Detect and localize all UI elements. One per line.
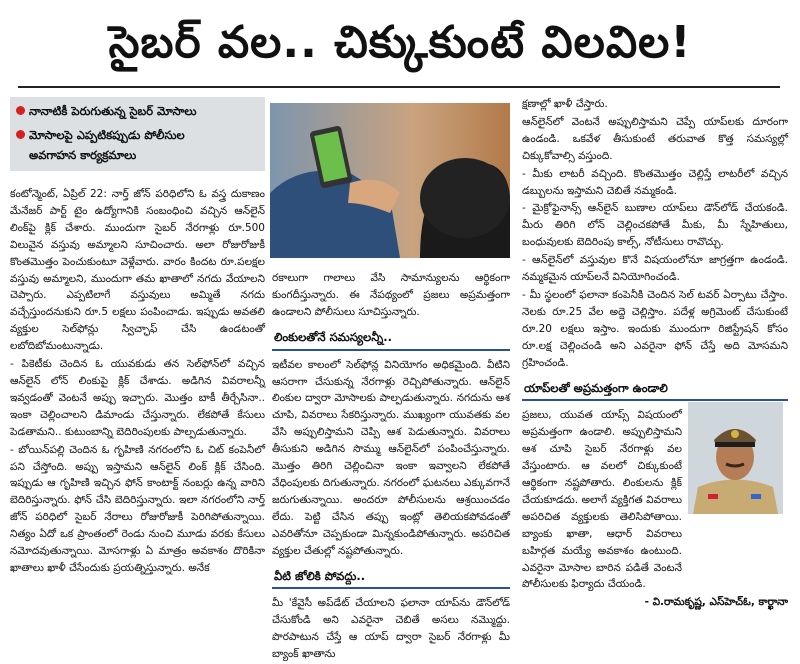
paragraph: మీ 'కేవైసీ అప్‌డేట్ చేయాలని ఫలానా యాప్‌ను డౌన్‌లోడ్ చేసుకోండి అని ఎవరైనా చెబితే అసలు నమ్మొద్దు. పొరపాటున చేస్తే ఆ యాప్ ద్వారా సైబర్ నేరగాళ్లు మీ బ్యాంక్ ఖాతాను xyxy=(272,597,510,661)
subhead-apps: యాప్‌లతో అప్రమత్తంగా ఉండాలి xyxy=(522,378,788,402)
subhead-links: లింకులతోనే సమస్యలన్నీ.. xyxy=(272,327,510,351)
headline: సైబర్ వల.. చిక్కుకుంటే విలవిల! xyxy=(108,17,692,68)
photo-caption-text: రకాలుగా గాలాలు వేసి సామాన్యులను ఆర్థికంగా కుంగదీస్తున్నారు. ఈ నేపథ్యంలో ప్రజలు అప్రమత్తంగా ఉండాలని పోలీసులు సూచిస్తున్నారు. xyxy=(272,272,510,318)
paragraph: - మీ స్థలంలో ఫలానా కంపెనీకి చెందిన సెల్ టవర్ ఏర్పాటు చేస్తాం. నెలకు రూ.25 వేల అద్దె చెల్లిస్తాం. పదేళ్ల అగ్రిమెంట్ చేసుకుంటే రూ.20 లక్షలు ఇస్తాం. ఇందుకు ముందుగా రిజిస్ట్రేషన్ కోసం రూ.లక్ష చెల్లించండి అని ఎవరైనా ఫోన్ చేస్తే అది మోసమని గ్రహించండి. xyxy=(522,288,788,369)
bullet-icon xyxy=(16,106,25,115)
kicker-3: అవగాహన కార్యక్రమాలు xyxy=(29,148,137,162)
paragraph: ఇటీవల కాలంలో సెల్‌ఫోన్ల వినియోగం అధికమైంది. వీటిని ఆసరాగా చేసుకున్న నేరగాళ్లు రెచ్చిపోతున్నారు. ఆన్‌లైన్ లింకుల ద్వారా మోసాలకు పాల్పడుతున్నారు. నగదును ఆశ చూపి, వివరాలు సేకరిస్తున్నారు. ముఖ్యంగా యువతకు వల వేసి అప్పులిస్తామని చెప్పి ఆశ పెడుతున్నారు. వివరాలు తీసుకుని అడిగిన సొమ్ము ఆన్‌లైన్‌లో పంపించేస్తున్నారు. మొత్తం తిరిగి చెల్లించినా ఇంకా ఇవ్వాలని లేకపోతే వేధింపులకు దిగుతున్నారు. నగరంలో ఘటనలు ఎక్కువగానే జరుగుతున్నాయి. అందరూ పోలీసులను ఆశ్రయించడం లేదు. పెట్టి చేసిన తప్పు ఇంట్లో తెలియకపోవడంతో ఎవరితోనూ చెప్పకుండా మిన్నకుండిపోతున్నారు. అపరిచిత వ్యక్తుల చేతుల్లో నష్టపోతున్నారు. xyxy=(272,358,510,557)
paragraph: - మైక్రోఫైనాన్స్ ఆన్‌లైన్ బుణాల యాప్‌లు డౌన్‌లోడ్ చేయకండి. మీరు తిరిగి లోన్ చెల్లించకపోతే మీకు, మీ స్నేహితులు, బంధువులకు బెదిరింపు కాల్స్, నోటీసులు రావొచ్చు. xyxy=(522,202,788,249)
paragraph: - పికెటీకు చెందిన ఓ యువకుడు తన సెల్‌ఫోన్‌లో వచ్చిన ఆన్‌లైన్ లోన్ లింకుపై క్లిక్ చేశాడు. అడిగిన వివరాలన్నీ ఇవ్వడంతో వెంటనే అప్పు ఇచ్చారు. మొత్తం బాకీ తీర్చేసినా.. ఇంకా చెల్లించాలని డిమాండు చేస్తున్నారు. లేకపోతే కేసులు పెడతామని.. కుటుంబాన్ని బెదిరింపులకు పాల్పడుతున్నారు. xyxy=(10,358,265,438)
headline-rule xyxy=(18,86,780,88)
kicker-box xyxy=(10,97,265,171)
paragraph: కంటోన్మెంట్, ఏప్రిల్ 22: నార్త్ జోన్ పరిధిలోని ఓ వస్త్ర దుకాణం మేనేజర్ పార్ట్ టైం ఉద్యోగానికి సంబంధించి వచ్చిన ఆన్‌లైన్ లింక్‌పై క్లిక్ చేశారు. ముందుగా సైబర్ నేరగాళ్లు రూ.500 విలువైన వస్తువు అమ్మాలని సూచించారు. అలా రోజురోజుకీ కొంతమొత్తం పెంచుకుంటూ వెళ్లేవారు. వారం కిందట రూ.పలక్షల వస్తువు అమ్మాలని, ముందుగా తమ ఖాతాలో నగదు వేయాలని చెప్పారు. ఎప్పటిలాగే వస్తువులు అమ్మితే నగదు వచ్చేస్తుందనుకుని రూ.5 లక్షలు పంపించాడు. ఇప్పుడు అవతలి వ్యక్తుల సెల్‌ఫోన్లు స్విచ్ఛాఫ్ చేసి ఉండటంతో లబోదిబోమంటున్నాడు. xyxy=(10,188,265,353)
bullet-icon xyxy=(16,130,25,139)
quote-paragraph: ప్రజలు, యువత యాప్స్ విషయంలో అప్రమత్తంగా ఉండాలి. అప్పులిస్తామని ఆశ చూపి సైబర్ నేరగాళ్లు వల వేస్తుంటారు. ఆ వలలో చిక్కుకుంటే ఆర్థికంగా నష్టపోతారు. లింకులను క్లిక్ చేయకూడదు. అలాగే వ్యక్తిగత వివరాలు అపరిచిత వ్యక్తులకు తెలిసిపోతాయి. బ్యాంకు ఖాతా, ఆధార్ వివరాలు బహిర్గత మయ్యే అవకాశం ఉంటుంది. ఎవరైనా మోసాల బారిన పడితే వెంటనే పోలీసులకు ఫిర్యాదు చేయండి. xyxy=(522,409,682,591)
column-3 xyxy=(522,96,788,612)
kicker-1: నానాటికీ పెరుగుతున్న సైబర్ మోసాలు xyxy=(16,103,197,119)
officer-photo xyxy=(688,402,783,514)
signature-line: - వి.రామకృష్ణ, ఎస్‌హెచ్‌ఓ, కార్ఖానా xyxy=(644,596,788,609)
subhead-avoid: వీటి జోలికి పోవద్దు.. xyxy=(272,566,510,590)
paragraph: - బోయిన్‌పల్లి చెందిన ఓ గృహిణి నగరంలోని ఓ చిట్ కంపెనీలో పని చేస్తోంది. అప్పు ఇస్తామని ఆన్‌లైన్ లింక్ క్లిక్ చేసింది. ఇప్పుడు ఆ గృహిణి ఇచ్చిన ఫోన్ కాంటాక్ట్ నంబర్లు ఉన్న వారిని బెదిరిస్తున్నారు. ఫోన్ చేసి బెదిరిస్తున్నారు. ఇలా నగరంలోని నార్త్ జోన్ పరిధిలో సైబర్ నేరాలు రోజురోజుకీ పెరిగిపోతున్నాయి. నిత్యం ఏదో ఒక ప్రాంతంలో రెండు నుంచి మూడు వరకు కేసులు నమోదవుతున్నాయి. మోసగాళ్లు ఏ మాత్రం అవకాశం దొరికినా ఖాతాలు ఖాళీ చేసేందుకు ప్రయత్నిస్తున్నారు. అనేక xyxy=(10,443,265,574)
column-2 xyxy=(272,270,510,664)
paragraph: - మీకు లాటరీ వచ్చింది. కొంతమొత్తం చెల్లిస్తే లాటరీలో వచ్చిన డబ్బులను ఇస్తామని చెబితే నమ్మకండి. xyxy=(522,167,788,197)
paragraph: క్షణాల్లో ఖాళీ చేస్తారు. xyxy=(522,98,608,110)
paragraph: - ఆన్‌లైన్‌లో వస్తువుల కొనే విషయంలోనూ జాగ్రత్తగా ఉండండి. నమ్మకమైన యాప్‌లనే వినియోగించండి. xyxy=(522,254,788,284)
phone-user-photo xyxy=(270,103,510,258)
column-1 xyxy=(10,186,265,578)
paragraph: ఆన్‌లైన్‌లో వెంటనే అప్పులిస్తామని చెప్పే యాప్‌లకు దూరంగా ఉండండి. ఒకవేళ తీసుకుంటే తరువాత కొత్త సమస్యల్లో చిక్కుకోవాల్సి వస్తుంది. xyxy=(522,115,788,162)
kicker-2: మోసాలపై ఎప్పటికప్పుడు పోలీసుల xyxy=(16,127,185,143)
